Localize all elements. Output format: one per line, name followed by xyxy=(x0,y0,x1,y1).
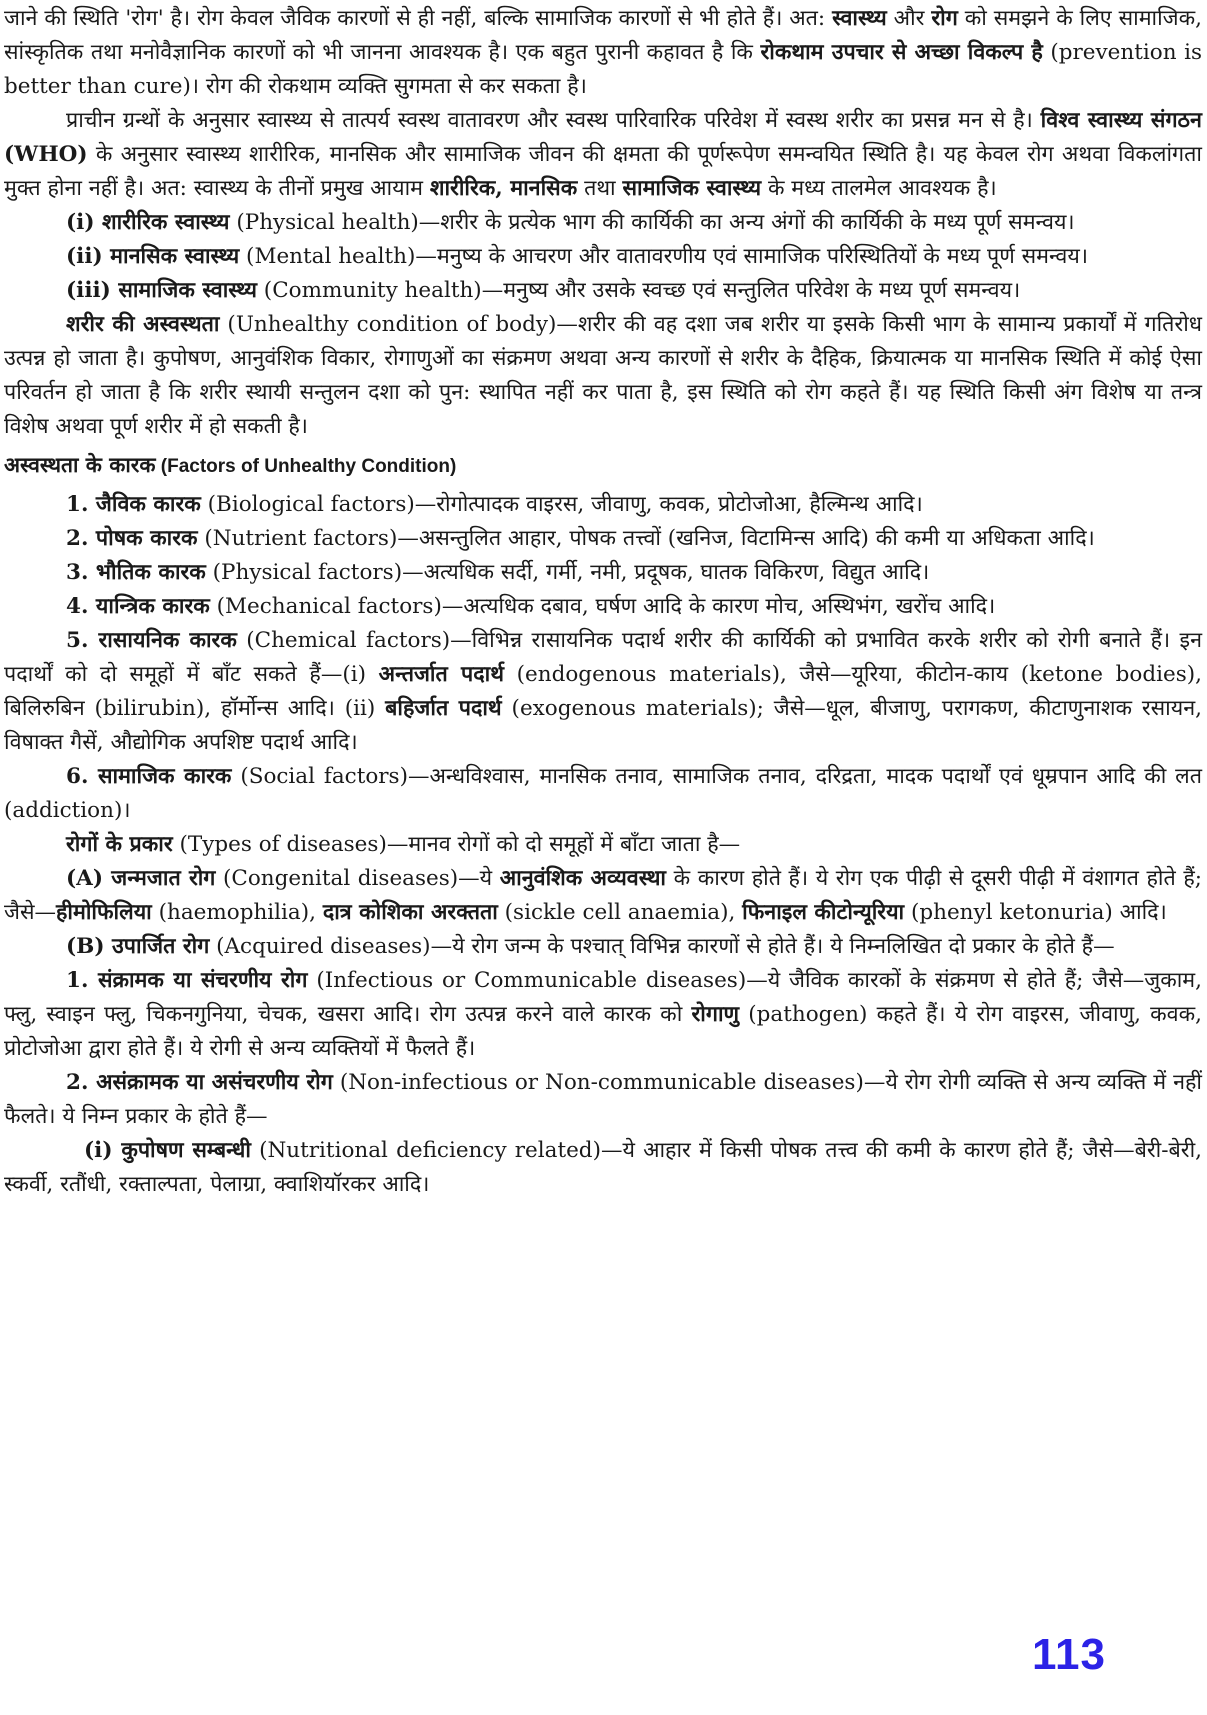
bold-term: दात्र कोशिका अरक्तता xyxy=(322,900,498,925)
bold-term: (i) शारीरिक स्वास्थ्य xyxy=(66,210,230,235)
paragraph xyxy=(4,488,1202,522)
section-heading-hindi: अस्वस्थता के कारक xyxy=(4,452,156,477)
text-run: (Infectious or Communicable diseases)—ये जैविक कारकों के संक्रमण से होते हैं; जैसे—जुकाम, फ्लु, स्वाइन फ्लु, चिकनगुनिया, चेचक, खसरा आदि। रोग उत्पन्न करने वाले कारक को xyxy=(4,968,1202,1027)
bold-term: 2. पोषक कारक xyxy=(66,526,198,551)
bold-term: रोकथाम उपचार से अच्छा विकल्प है xyxy=(760,40,1043,65)
paragraph xyxy=(4,104,1202,206)
text-run: (Social factors)—अन्धविश्वास, मानसिक तनाव, सामाजिक तनाव, दरिद्रता, मादक पदार्थों एवं धूम्रपान आदि की लत (addiction)। xyxy=(4,764,1202,823)
bold-term: 6. सामाजिक कारक xyxy=(66,764,232,789)
text-run: (Unhealthy condition of body)—शरीर की वह दशा जब शरीर या इसके किसी भाग के सामान्य प्रकार्यों में गतिरोध उत्पन्न हो जाता है। कुपोषण, आनुवंशिक विकार, रोगाणुओं का संक्रमण अथवा अन्य कारणों से शरीर के दैहिक, क्रियात्मक या मानसिक स्थिति में कोई ऐसा परिवर्तन हो जाता है कि शरीर स्थायी सन्तुलन दशा को पुन: स्थापित नहीं कर पाता है, इस स्थिति को रोग कहते हैं। यह स्थिति किसी अंग विशेष या तन्त्र विशेष अथवा पूर्ण शरीर में हो सकती है। xyxy=(4,312,1203,439)
text-run: जाने की स्थिति 'रोग' है। रोग केवल जैविक कारणों से ही नहीं, बल्कि सामाजिक कारणों से भी होते हैं। अत: xyxy=(4,6,833,31)
bold-term: 3. भौतिक कारक xyxy=(66,560,206,585)
text-run: तथा xyxy=(577,176,623,201)
bold-term: रोगों के प्रकार xyxy=(66,832,173,857)
text-run: (prevention is better than cure)। रोग की रोकथाम व्यक्ति सुगमता से कर सकता है। xyxy=(4,40,1202,99)
paragraph xyxy=(4,862,1202,930)
bold-term: सामाजिक स्वास्थ्य xyxy=(622,176,762,201)
bold-term: शारीरिक, मानसिक xyxy=(429,176,578,201)
bold-term: 4. यान्त्रिक कारक xyxy=(66,594,210,619)
paragraph xyxy=(4,1066,1202,1134)
page-content xyxy=(4,2,1202,1202)
text-run: (haemophilia), xyxy=(151,900,323,925)
bold-term: 2. असंक्रामक या असंचरणीय रोग xyxy=(66,1070,333,1095)
page-number: 113 xyxy=(1032,1630,1106,1679)
text-run: के अनुसार स्वास्थ्य शारीरिक, मानसिक और सामाजिक जीवन की क्षमता की पूर्णरूपेण समन्वयित स्थिति है। यह केवल रोग अथवा विकलांगता मुक्त होना नहीं है। अत: स्वास्थ्य के तीनों प्रमुख आयाम xyxy=(4,142,1202,201)
paragraph xyxy=(4,930,1202,964)
bold-term: (ii) मानसिक स्वास्थ्य xyxy=(66,244,240,269)
text-run: के कारण होते हैं। ये रोग एक पीढ़ी से दूसरी पीढ़ी में वंशागत होते हैं; जैसे— xyxy=(4,866,1202,925)
text-run: और xyxy=(886,6,932,31)
paragraph xyxy=(4,240,1202,274)
bold-term: अन्तर्जात पदार्थ xyxy=(378,662,504,687)
text-run: (Biological factors)—रोगोत्पादक वाइरस, जीवाणु, कवक, प्रोटोजोआ, हैल्मिन्थ आदि। xyxy=(200,492,923,517)
text-run: (Types of diseases)—मानव रोगों को दो समूहों में बाँटा जाता है— xyxy=(172,832,741,857)
text-run: (pathogen) कहते हैं। ये रोग वाइरस, जीवाणु, कवक, प्रोटोजोआ द्वारा होते हैं। ये रोगी से अन्य व्यक्तियों में फैलते हैं। xyxy=(4,1002,1202,1061)
text-run: (Congenital diseases)—ये xyxy=(215,866,500,891)
bold-term: (i) कुपोषण सम्बन्धी xyxy=(84,1138,251,1163)
paragraph xyxy=(4,760,1202,828)
paragraph xyxy=(4,1134,1202,1202)
bold-term: 5. रासायनिक कारक xyxy=(66,628,237,653)
paragraph xyxy=(4,556,1202,590)
textbook-page xyxy=(4,2,1202,1202)
bold-term: शरीर की अस्वस्थता xyxy=(66,312,220,337)
text-run: (Physical health)—शरीर के प्रत्येक भाग की कार्यिकी का अन्य अंगों की कार्यिकी के मध्य पूर्ण समन्वय। xyxy=(229,210,1075,235)
text-run: (exogenous materials); जैसे—धूल, बीजाणु, परागकण, कीटाणुनाशक रसायन, विषाक्त गैसें, औद्योगिक अपशिष्ट पदार्थ आदि। xyxy=(4,696,1202,755)
paragraph xyxy=(4,308,1202,444)
bold-term: (iii) सामाजिक स्वास्थ्य xyxy=(66,278,257,303)
paragraph xyxy=(4,624,1202,760)
paragraph xyxy=(4,828,1202,862)
bold-term: फिनाइल कीटोन्यूरिया xyxy=(742,900,905,925)
bold-term: रोगाणु xyxy=(691,1002,740,1027)
paragraph xyxy=(4,206,1202,240)
text-run: (Mechanical factors)—अत्यधिक दबाव, घर्षण आदि के कारण मोच, अस्थिभंग, खरोंच आदि। xyxy=(209,594,996,619)
paragraph xyxy=(4,964,1202,1066)
text-run: (Community health)—मनुष्य और उसके स्वच्छ एवं सन्तुलित परिवेश के मध्य पूर्ण समन्वय। xyxy=(256,278,1021,303)
text-run: (Physical factors)—अत्यधिक सर्दी, गर्मी, नमी, प्रदूषक, घातक विकिरण, विद्युत आदि। xyxy=(205,560,930,585)
text-run: के मध्य तालमेल आवश्यक है। xyxy=(761,176,997,201)
paragraph xyxy=(4,2,1202,104)
bold-term: विश्व स्वास्थ्य संगठन (WHO) xyxy=(4,108,1202,167)
bold-term: (B) उपार्जित रोग xyxy=(66,934,210,959)
text-run: (Non-infectious or Non-communicable diseases)—ये रोग रोगी व्यक्ति से अन्य व्यक्ति में नहीं फैलते। ये निम्न प्रकार के होते हैं— xyxy=(4,1070,1202,1129)
text-run: (Nutritional deficiency related)—ये आहार में किसी पोषक तत्त्व की कमी के कारण होते हैं; जैसे—बेरी-बेरी, स्कर्वी, रतौंधी, रक्ताल्पता, पेलाग्रा, क्वाशियॉरकर आदि। xyxy=(4,1138,1202,1197)
text-run: (Chemical factors)—विभिन्न रासायनिक पदार्थ शरीर की कार्यिकी को प्रभावित करके शरीर को रोगी बनाते हैं। इन पदार्थों को दो समूहों में बाँट सकते हैं—(i) xyxy=(4,628,1203,687)
text-run: प्राचीन ग्रन्थों के अनुसार स्वास्थ्य से तात्पर्य स्वस्थ वातावरण और स्वस्थ पारिवारिक परिवेश में स्वस्थ शरीर का प्रसन्न मन से है। xyxy=(66,108,1041,133)
text-run: (Nutrient factors)—असन्तुलित आहार, पोषक तत्त्वों (खनिज, विटामिन्स आदि) की कमी या अधिकता आदि। xyxy=(197,526,1095,551)
text-run: (endogenous materials), जैसे—यूरिया, कीटोन-काय (ketone bodies), बिलिरुबिन (bilirubin), हॉर्मोन्स आदि। (ii) xyxy=(4,662,1202,721)
section-heading-english: (Factors of Unhealthy Condition) xyxy=(155,456,457,477)
bold-term: 1. जैविक कारक xyxy=(66,492,201,517)
text-run: (sickle cell anaemia), xyxy=(497,900,743,925)
bold-term: स्वास्थ्य xyxy=(832,6,887,31)
text-run: (Mental health)—मनुष्य के आचरण और वातावरणीय एवं सामाजिक परिस्थितियों के मध्य पूर्ण समन्वय। xyxy=(239,244,1088,269)
paragraph xyxy=(4,590,1202,624)
text-run: (phenyl ketonuria) आदि। xyxy=(904,900,1167,925)
text-run: को समझने के लिए सामाजिक, सांस्कृतिक तथा मनोवैज्ञानिक कारणों को भी जानना आवश्यक है। एक बहुत पुरानी कहावत है कि xyxy=(4,6,1202,65)
bold-term: रोग xyxy=(931,6,958,31)
paragraph xyxy=(4,274,1202,308)
paragraph xyxy=(4,522,1202,556)
bold-term: हीमोफिलिया xyxy=(56,900,152,925)
bold-term: बहिर्जात पदार्थ xyxy=(385,696,502,721)
bold-term: 1. संक्रामक या संचरणीय रोग xyxy=(66,968,308,993)
bold-term: आनुवंशिक अव्यवस्था xyxy=(499,866,666,891)
section-heading xyxy=(4,448,1202,484)
text-run: (Acquired diseases)—ये रोग जन्म के पश्चात् विभिन्न कारणों से होते हैं। ये निम्नलिखित दो प्रकार के होते हैं— xyxy=(209,934,1115,959)
bold-term: (A) जन्मजात रोग xyxy=(66,866,216,891)
